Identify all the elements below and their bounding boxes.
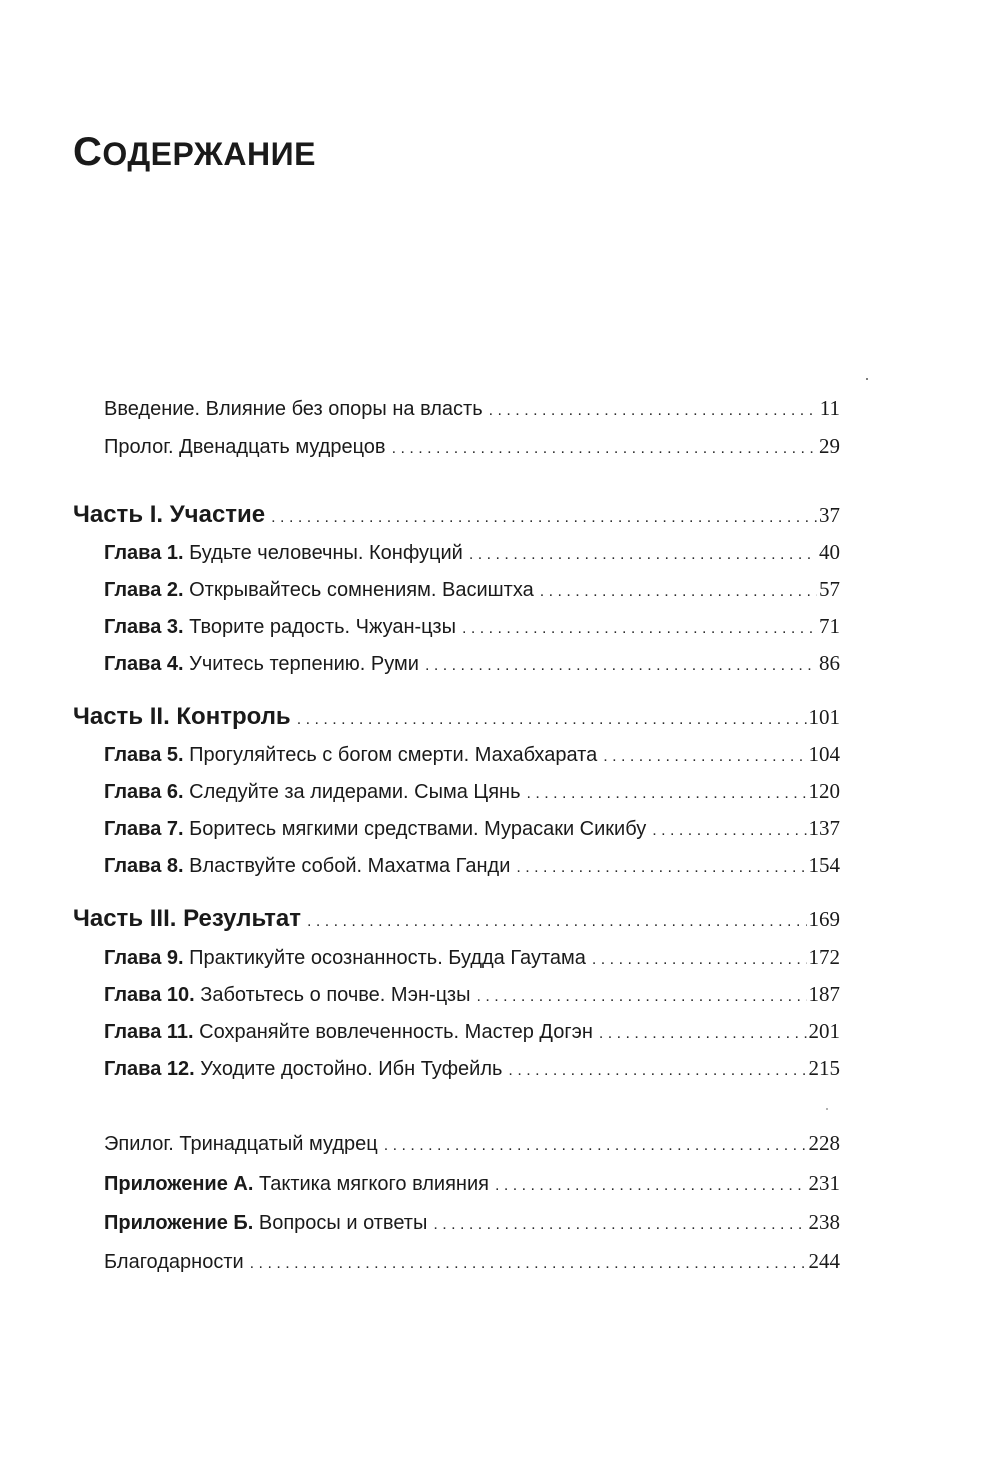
dot-leader (307, 904, 807, 940)
toc-chapter-page: 40 (819, 540, 840, 564)
toc-part-2[interactable] (73, 699, 840, 735)
dot-leader (462, 611, 817, 647)
toc-chapter-title: Прогуляйтесь с богом смерти. Махабхарата (189, 744, 598, 766)
dot-leader (271, 500, 817, 536)
toc-entry-prologue[interactable] (104, 428, 840, 464)
dot-leader (392, 431, 817, 467)
toc-chapter-title: Заботьтесь о почве. Мэн-цзы (200, 984, 471, 1006)
page-title-initial: С (73, 130, 103, 174)
toc-chapter-4[interactable] (104, 645, 840, 681)
page-title-rest: ОДЕРЖАНИЕ (102, 136, 316, 172)
toc-part-title: Часть III. Результат (73, 905, 301, 932)
toc-chapter-page: 71 (819, 614, 840, 638)
dot-leader (384, 1128, 807, 1164)
dot-leader (603, 739, 806, 775)
dot-leader (592, 942, 807, 978)
dot-leader (495, 1168, 807, 1204)
dot-leader (540, 574, 817, 610)
toc-chapter-title: Учитесь терпению. Руми (189, 653, 419, 675)
toc-entry-page: 244 (808, 1249, 840, 1273)
dot-leader (250, 1246, 807, 1282)
toc-chapter-label: Глава 1. (104, 542, 184, 564)
dot-leader (469, 537, 817, 573)
toc-entry-page: 29 (819, 434, 840, 458)
toc-entry-page: 11 (819, 396, 840, 420)
dot-leader (489, 393, 818, 429)
toc-entry-title: Тринадцатый мудрец (179, 1133, 378, 1155)
toc-chapter-page: 137 (808, 816, 840, 840)
toc-part-page: 101 (808, 705, 840, 729)
toc-chapter-3[interactable] (104, 608, 840, 644)
toc-chapter-page: 120 (808, 779, 840, 803)
toc-entry-title: Благодарности (104, 1251, 244, 1273)
toc-chapter-5[interactable] (104, 736, 840, 772)
toc-entry-appendix-a[interactable] (104, 1165, 840, 1201)
toc-entry-title: Тактика мягкого влияния (258, 1173, 489, 1195)
toc-part-page: 37 (819, 503, 840, 527)
toc-entry-appendix-b[interactable] (104, 1204, 840, 1240)
toc-part-page: 169 (808, 907, 840, 931)
toc-chapter-9[interactable] (104, 939, 840, 975)
toc-chapter-11[interactable] (104, 1013, 840, 1049)
toc-chapter-label: Глава 11. (104, 1021, 194, 1043)
toc-part-1[interactable] (73, 497, 840, 533)
toc-chapter-page: 201 (808, 1019, 840, 1043)
toc-entry-label: Приложение Б. (104, 1212, 254, 1234)
dot-leader (433, 1207, 806, 1243)
print-speck (826, 1108, 828, 1110)
toc-chapter-title: Следуйте за лидерами. Сыма Цянь (189, 781, 521, 803)
toc-chapter-label: Глава 6. (104, 781, 184, 803)
toc-chapter-page: 154 (808, 853, 840, 877)
page-title (73, 128, 316, 178)
toc-chapter-title: Властвуйте собой. Махатма Ганди (189, 855, 511, 877)
toc-chapter-page: 86 (819, 651, 840, 675)
toc-entry-acknowledgements[interactable] (104, 1243, 840, 1279)
toc-entry-introduction[interactable] (104, 390, 840, 426)
toc-chapter-title: Уходите достойно. Ибн Туфейль (200, 1058, 503, 1080)
toc-chapter-2[interactable] (104, 571, 840, 607)
toc-chapter-title: Боритесь мягкими средствами. Мурасаки Сикибу (189, 818, 647, 840)
dot-leader (526, 776, 806, 812)
toc-chapter-title: Открывайтесь сомнениям. Васиштха (189, 579, 534, 601)
toc-chapter-label: Глава 3. (104, 616, 184, 638)
toc-entry-page: 228 (808, 1131, 840, 1155)
toc-entry-title: Вопросы и ответы (258, 1212, 428, 1234)
toc-entry-page: 238 (808, 1210, 840, 1234)
toc-entry-label: Эпилог. (104, 1133, 174, 1155)
dot-leader (425, 648, 817, 684)
toc-entry-label: Приложение А. (104, 1173, 254, 1195)
toc-chapter-page: 104 (808, 742, 840, 766)
toc-part-title: Часть I. Участие (73, 501, 266, 528)
toc-chapter-6[interactable] (104, 773, 840, 809)
toc-chapter-label: Глава 10. (104, 984, 195, 1006)
toc-chapter-8[interactable] (104, 847, 840, 883)
toc-chapter-page: 172 (808, 945, 840, 969)
toc-chapter-page: 215 (808, 1056, 840, 1080)
toc-chapter-label: Глава 4. (104, 653, 184, 675)
dot-leader (297, 702, 807, 738)
toc-entry-title: Пролог. Двенадцать мудрецов (104, 436, 386, 458)
dot-leader (508, 1053, 806, 1089)
dot-leader (652, 813, 806, 849)
toc-chapter-1[interactable] (104, 534, 840, 570)
toc-chapter-page: 187 (808, 982, 840, 1006)
toc-part-3[interactable] (73, 901, 840, 937)
toc-entry-epilogue[interactable] (104, 1125, 840, 1161)
print-speck (866, 378, 868, 380)
toc-chapter-title: Творите радость. Чжуан-цзы (189, 616, 456, 638)
toc-chapter-title: Будьте человечны. Конфуций (189, 542, 463, 564)
toc-chapter-label: Глава 2. (104, 579, 184, 601)
toc-part-title: Часть II. Контроль (73, 703, 291, 730)
toc-chapter-12[interactable] (104, 1050, 840, 1086)
toc-entry-title: Введение. Влияние без опоры на власть (104, 398, 483, 420)
toc-entry-page: 231 (808, 1171, 840, 1195)
toc-chapter-label: Глава 8. (104, 855, 184, 877)
dot-leader (476, 979, 806, 1015)
toc-chapter-label: Глава 9. (104, 947, 184, 969)
toc-chapter-title: Практикуйте осознанность. Будда Гаутама (189, 947, 586, 969)
toc-chapter-label: Глава 7. (104, 818, 184, 840)
toc-chapter-7[interactable] (104, 810, 840, 846)
toc-chapter-title: Сохраняйте вовлеченность. Мастер Догэн (199, 1021, 593, 1043)
toc-chapter-10[interactable] (104, 976, 840, 1012)
dot-leader (516, 850, 806, 886)
dot-leader (599, 1016, 807, 1052)
toc-chapter-label: Глава 12. (104, 1058, 195, 1080)
toc-chapter-label: Глава 5. (104, 744, 184, 766)
toc-chapter-page: 57 (819, 577, 840, 601)
